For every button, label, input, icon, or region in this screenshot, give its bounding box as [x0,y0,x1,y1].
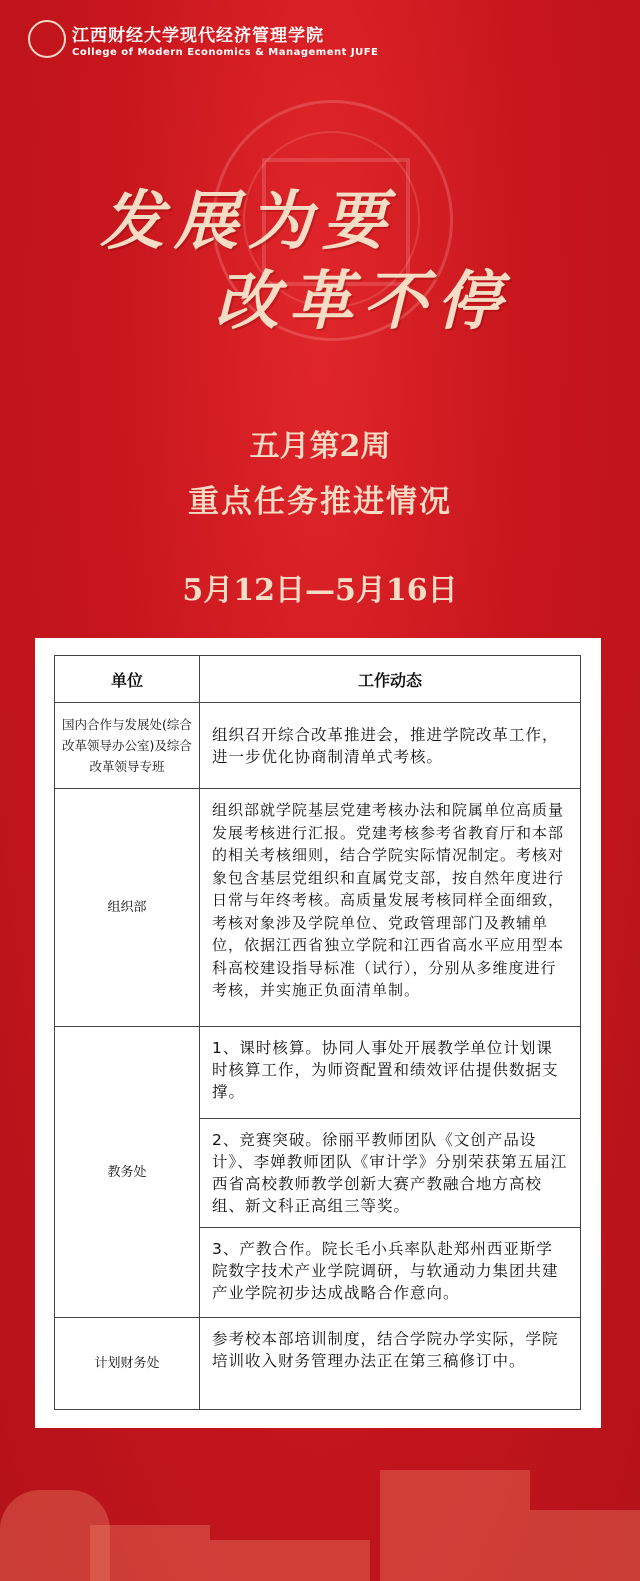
table-row [55,703,581,789]
college-name-en: College of Modern Economics & Management JUFE [72,46,379,58]
unit-cell: 计划财务处 [55,1318,200,1410]
slogan-line-1: 发展为要 [100,184,396,259]
slogan-line-2: 改革不停 [215,264,511,339]
table-row [55,1027,581,1119]
unit-cell: 教务处 [55,1027,200,1318]
campus-skyline-decoration [0,1430,640,1581]
unit-cell: 国内合作与发展处(综合改革领导办公室)及综合改革领导专班 [55,703,200,789]
table-header-row [55,656,581,703]
progress-table [54,655,581,1410]
task-heading: 重点任务推进情况 [188,484,452,520]
column-header-work: 工作动态 [200,656,581,703]
work-cell: 2、竞赛突破。徐丽平教师团队《文创产品设计》、李婵教师团队《审计学》分别荣获第五届江西省高校教师教学创新大赛产教融合地方高校组、新文科正高组三等奖。 [200,1119,581,1228]
college-logo-icon [28,20,66,58]
progress-table-card [35,638,601,1428]
table-row [55,1318,581,1410]
work-cell: 组织召开综合改革推进会，推进学院改革工作，进一步优化协商制清单式考核。 [200,703,581,789]
work-cell: 1、课时核算。协同人事处开展教学单位计划课时核算工作，为师资配置和绩效评估提供数据支撑。 [200,1027,581,1119]
work-cell: 3、产教合作。院长毛小兵率队赴郑州西亚斯学院数字技术产业学院调研，与软通动力集团共建产业学院初步达成战略合作意向。 [200,1228,581,1318]
work-cell: 组织部就学院基层党建考核办法和院属单位高质量发展考核进行汇报。党建考核参考省教育厅和本部的相关考核细则，结合学院实际情况制定。考核对象包含基层党组织和直属党支部，按自然年度进行日常与年终考核。高质量发展考核同样全面细致，考核对象涉及学院单位、党政管理部门及教辅单位，依据江西省独立学院和江西省高水平应用型本科高校建设指导标准（试行），分别从多维度进行考核，并实施正负面清单制。 [200,789,581,1027]
column-header-unit: 单位 [55,656,200,703]
date-range: 5月12日—5月16日 [182,573,458,608]
college-header [28,20,378,58]
week-heading: 五月第2周 [249,429,391,464]
work-cell: 参考校本部培训制度，结合学院办学实际，学院培训收入财务管理办法正在第三稿修订中。 [200,1318,581,1410]
college-name-cn: 江西财经大学现代经济管理学院 [72,25,324,46]
table-row [55,789,581,1027]
unit-cell: 组织部 [55,789,200,1027]
